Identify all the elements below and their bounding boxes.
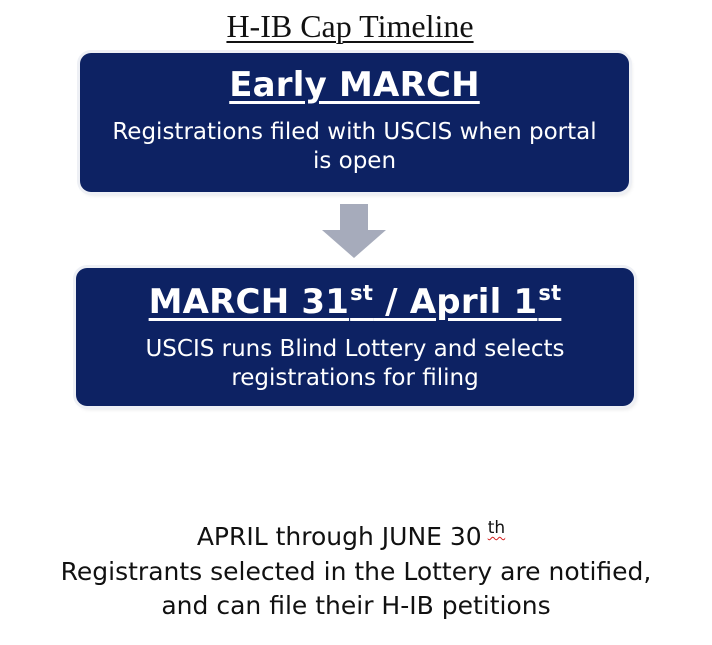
down-arrow-icon — [322, 204, 386, 258]
final-text-line: Registrants selected in the Lottery are notified, — [60, 557, 652, 586]
step-description: Registrations filed with USCIS when portal is open — [112, 119, 597, 174]
timeline-step-early-march — [80, 53, 629, 192]
step-heading: Early MARCH — [229, 65, 480, 105]
final-heading — [0, 510, 712, 555]
page-title: H-IB Cap Timeline — [226, 8, 474, 44]
step-heading — [76, 281, 634, 322]
step-description: USCIS runs Blind Lottery and selects registrations for filing — [145, 336, 565, 391]
final-heading-text: APRIL through JUNE 30 — [196, 522, 482, 551]
ordinal-suffix: st — [350, 281, 374, 305]
ordinal-suffix: th — [487, 518, 506, 538]
step-heading-date: MARCH 31 — [148, 282, 350, 322]
timeline-step-lottery — [76, 268, 634, 406]
step-heading-date: / April 1 — [373, 282, 538, 322]
timeline-step-filing-window — [0, 510, 712, 623]
ordinal-suffix: st — [538, 281, 562, 305]
final-text-line: and can file their H-IB petitions — [161, 591, 551, 620]
